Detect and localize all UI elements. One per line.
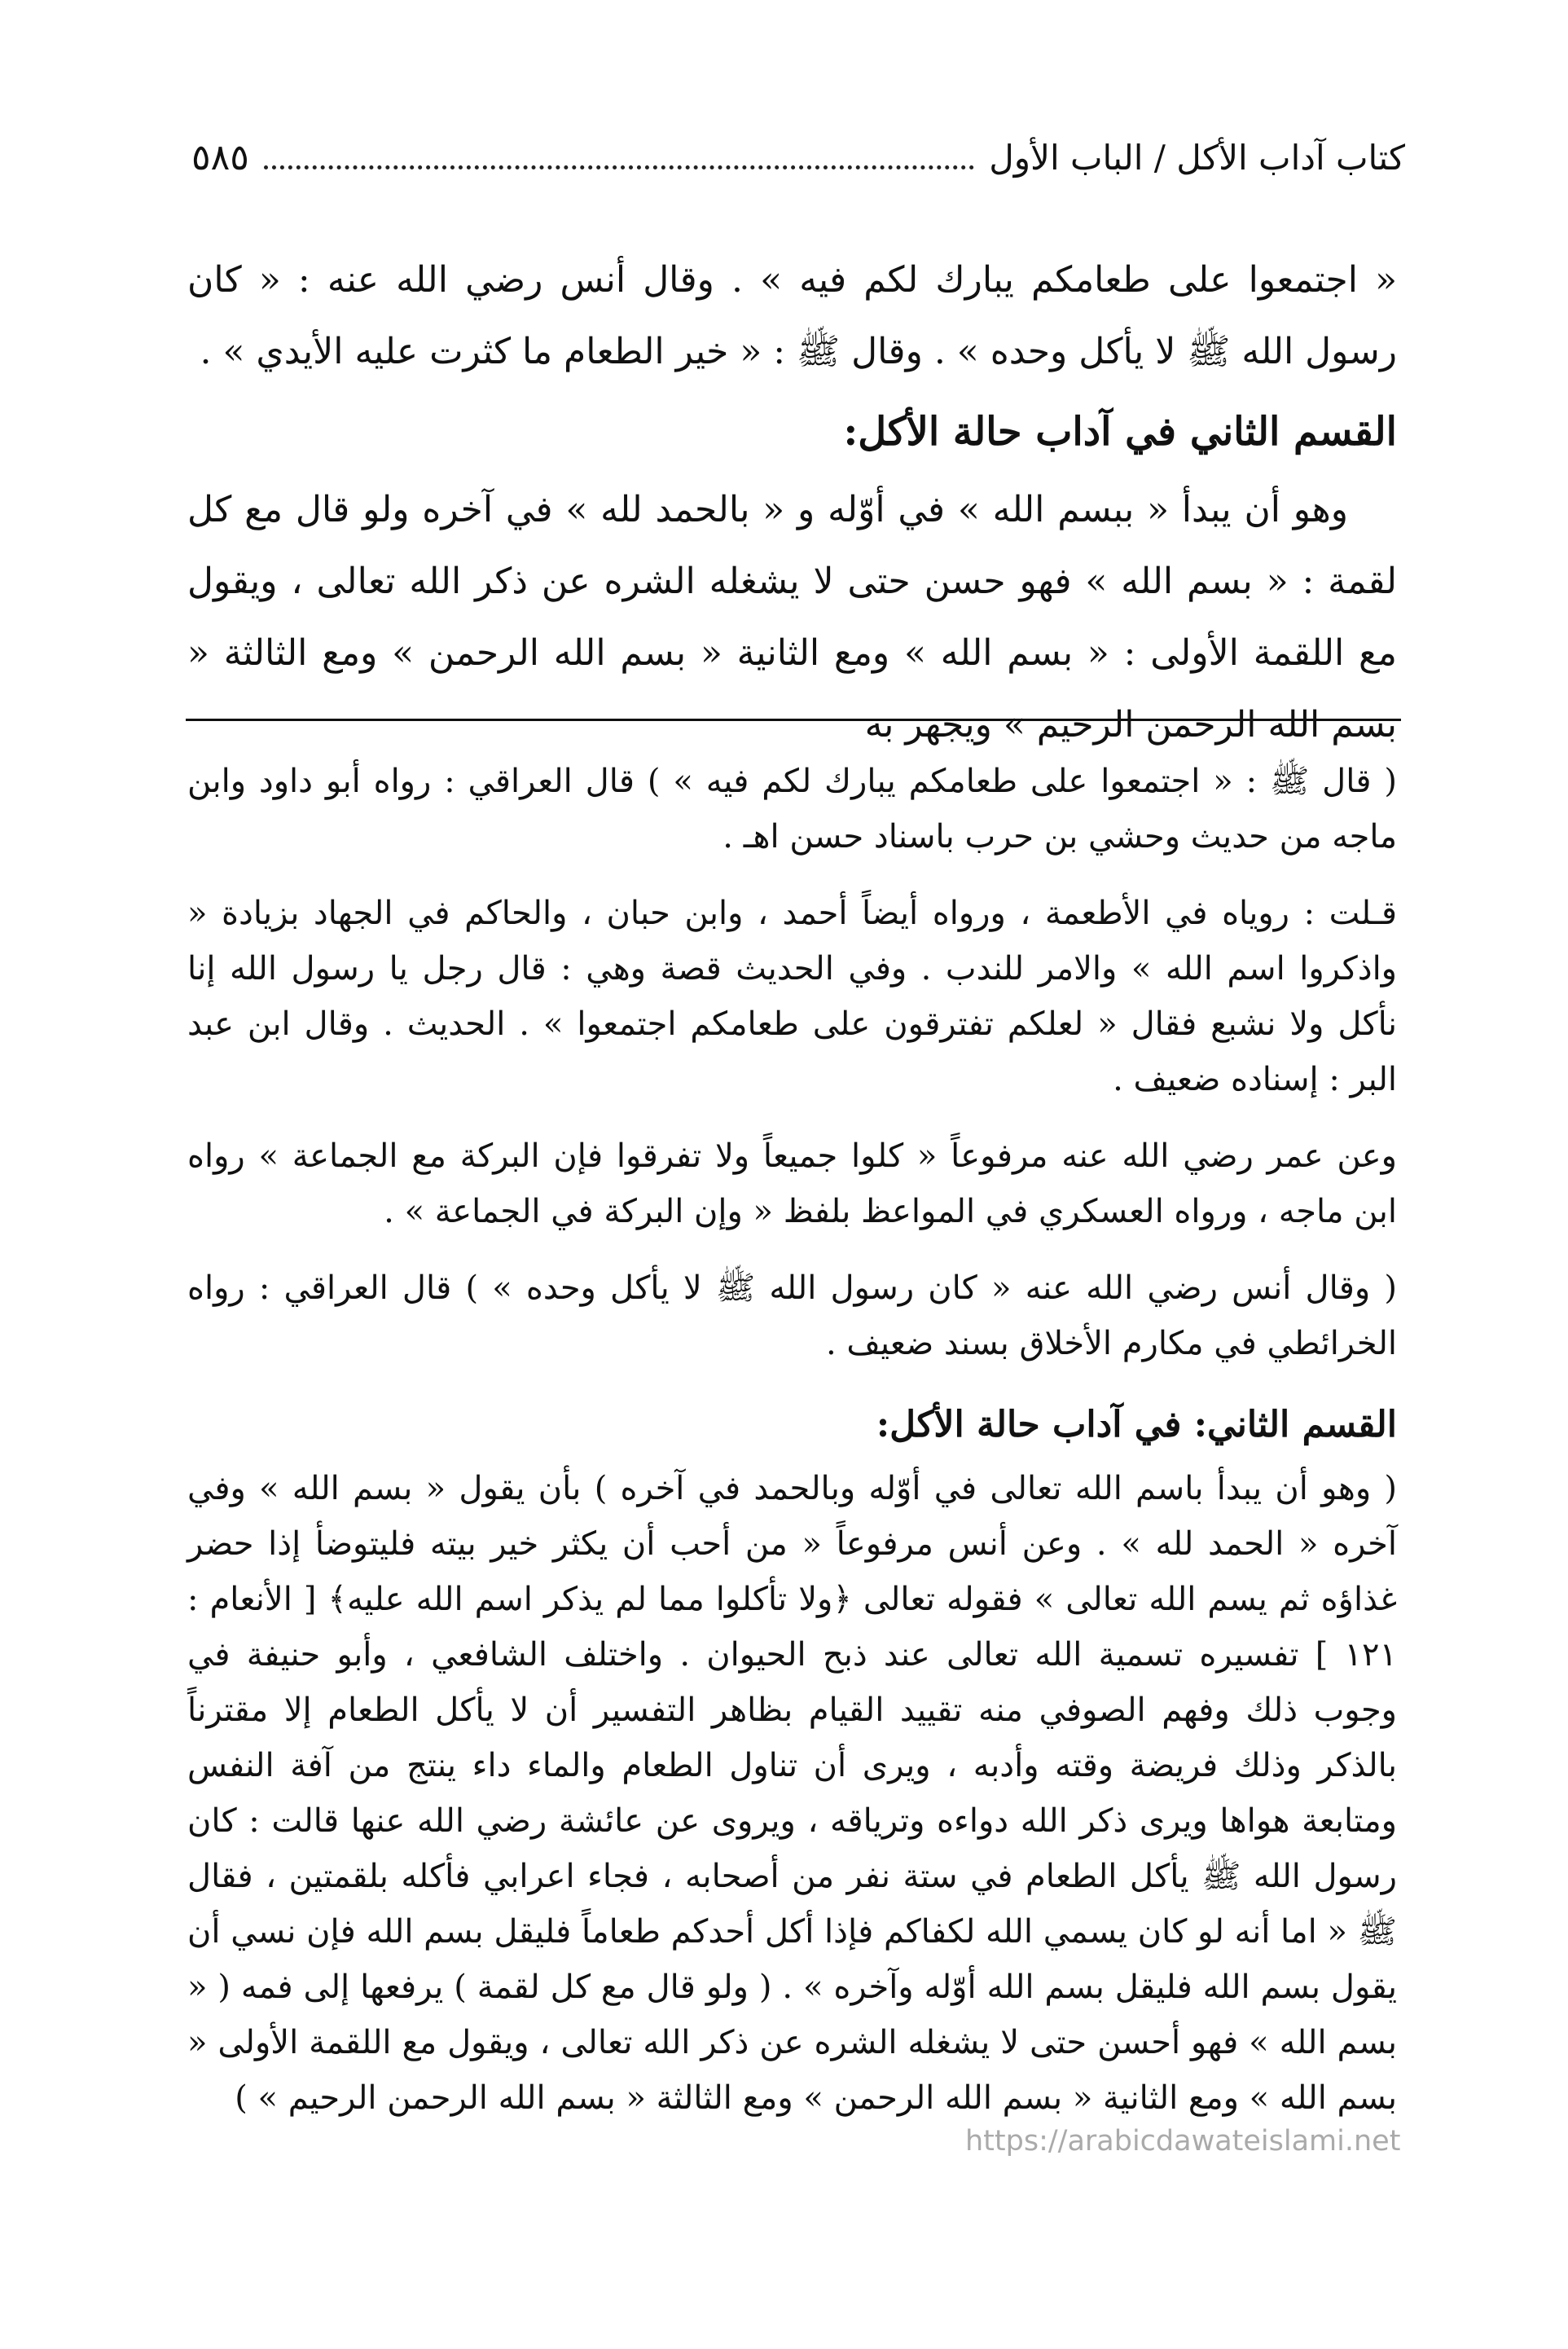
- running-header: [191, 137, 1405, 186]
- main-section-heading: القسم الثاني في آداب حالة الأكل:: [843, 409, 1397, 455]
- commentary-paragraph-1: ( قال ﷺ : « اجتمعوا على طعامكم يبارك لكم فيه » ) قال العراقي : رواه أبو داود وابن ماجه من حديث وحشي بن حرب باسناد حسن اهـ .: [187, 763, 1397, 856]
- commentary-paragraph-5: ( وهو أن يبدأ باسم الله تعالى في أوّله وبالحمد في آخره ) بأن يقول « بسم الله » وفي آخره « الحمد لله » . وعن أنس مرفوعاً « من أحب أن يكثر خير بيته فليتوضأ إذا حضر غذاؤه ثم يسم الله تعالى » فقوله تعالى ﴿ولا تأكلوا مما لم يذكر اسم الله عليه﴾ [ الأنعام : ١٢١ ] تفسيره تسمية الله تعالى عند ذبح الحيوان . واختلف الشافعي ، وأبو حنيفة في وجوب ذلك وفهم الصوفي منه تقييد القيام بظاهر التفسير أن لا يأكل الطعام إلا مقترناً بالذكر وذلك فريضة وقته وأدبه ، ويرى أن تناول الطعام والماء داء ينتج من آفة النفس ومتابعة هواها ويرى ذكر الله دواءه وترياقه ، ويروى عن عائشة رضي الله عنها قالت : كان رسول الله ﷺ يأكل الطعام في ستة نفر من أصحابه ، فجاء اعرابي فأكله بلقمتين ، فقال ﷺ « اما أنه لو كان يسمي الله لكفاكم فإذا أكل أحدكم طعاماً فليقل بسم الله فإن نسي أن يقول بسم الله فليقل بسم الله أوّله وآخره » . ( ولو قال مع كل لقمة ) يرفعها إلى فمه ( « بسم الله » فهو أحسن حتى لا يشغله الشره عن ذكر الله تعالى ، ويقول مع اللقمة الأولى « بسم الله » ومع الثانية « بسم الله الرحمن » ومع الثالثة « بسم الله الرحمن الرحيم » ): [187, 1470, 1397, 2117]
- main-paragraph-2: وهو أن يبدأ « ببسم الله » في أوّله و « بالحمد لله » في آخره ولو قال مع كل لقمة : « بسم الله » فهو حسن حتى لا يشغله الشره عن ذكر الله تعالى ، ويقول مع اللقمة الأولى : « بسم الله » ومع الثانية « بسم الله الرحمن » ومع الثالثة « بسم الله الرحمن الرحيم » ويجهر به: [187, 489, 1397, 746]
- watermark-url: https://arabicdawateislami.net: [965, 2125, 1401, 2158]
- chapter-title: كتاب آداب الأكل / الباب الأول: [989, 138, 1405, 178]
- commentary-section: [187, 754, 1397, 2147]
- commentary-paragraph-4: ( وقال أنس رضي الله عنه « كان رسول الله ﷺ لا يأكل وحده » ) قال العراقي : رواه الخرائطي في مكارم الأخلاق بسند ضعيف .: [187, 1269, 1397, 1362]
- commentary-section-heading: القسم الثاني: في آداب حالة الأكل:: [876, 1404, 1397, 1445]
- footnote-divider: [186, 719, 1401, 721]
- commentary-paragraph-2: قـلت : روياه في الأطعمة ، ورواه أيضاً أحمد ، وابن حبان ، والحاكم في الجهاد بزيادة « واذكروا اسم الله » والامر للندب . وفي الحديث قصة وهي : قال رجل يا رسول الله إنا نأكل ولا نشبع فقال « لعلكم تفترقون على طعامكم اجتمعوا » . الحديث . وقال ابن عبد البر : إسناده ضعيف .: [187, 895, 1398, 1098]
- main-text: [187, 244, 1397, 761]
- commentary-paragraph-3: وعن عمر رضي الله عنه مرفوعاً « كلوا جميعاً ولا تفرقوا فإن البركة مع الجماعة » رواه ابن ماجه ، ورواه العسكري في المواعظ بلفظ « وإن البركة في الجماعة » .: [187, 1137, 1397, 1230]
- main-paragraph-1: « اجتمعوا على طعامكم يبارك لكم فيه » . وقال أنس رضي الله عنه : « كان رسول الله ﷺ لا يأكل وحده » . وقال ﷺ : « خير الطعام ما كثرت عليه الأيدي » .: [187, 259, 1397, 372]
- page-number: ٥٨٥: [191, 137, 249, 178]
- leader-dots: [264, 147, 974, 169]
